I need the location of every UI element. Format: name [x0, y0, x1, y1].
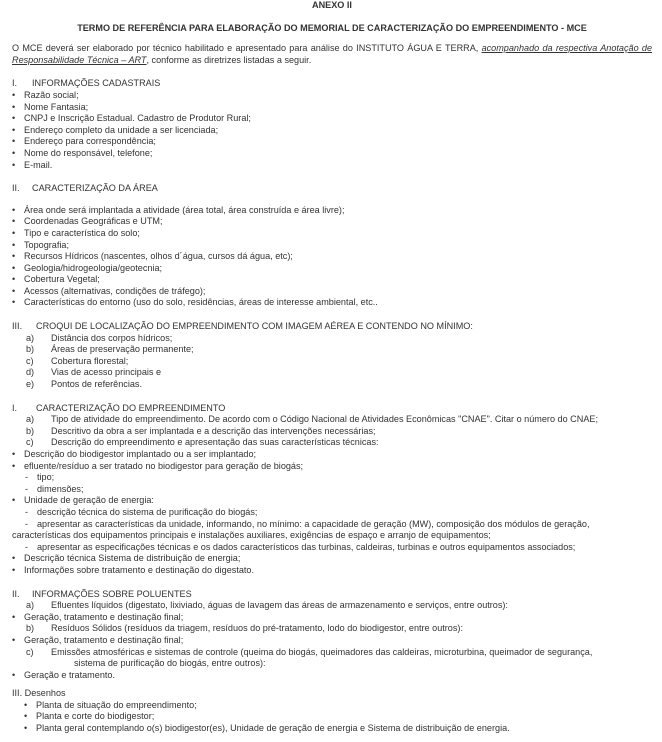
item-text: CNPJ e Inscrição Estadual. Cadastro de Produtor Rural;: [24, 113, 251, 124]
bullet-icon: •: [12, 147, 16, 158]
bullet-icon: •: [12, 449, 16, 459]
bullet-item: [12, 148, 652, 160]
item-text: dimensões;: [37, 483, 84, 494]
section-title: CARACTERIZAÇÃO DO EMPREENDIMENTO: [36, 402, 226, 413]
intro-paragraph: [12, 43, 652, 66]
document-title: TERMO DE REFERÊNCIA PARA ELABORAÇÃO DO MEMORIAL DE CARACTERIZAÇÃO DO EMPREENDIMENTO - MCE: [77, 22, 587, 33]
section-title: INFORMAÇÕES CADASTRAIS: [32, 78, 161, 89]
section-title: INFORMAÇÕES SOBRE POLUENTES: [32, 588, 192, 599]
intro-text: O MCE deverá ser elaborado por técnico habilitado e apresentado para análise do INSTITUTO ÁGUA E TERRA,: [12, 43, 482, 54]
bullet-item: [12, 449, 652, 461]
item-text: Áreas de preservação permanente;: [51, 344, 194, 355]
section-poluentes: [12, 589, 652, 682]
lettered-item: [12, 600, 652, 612]
bullet-icon: •: [12, 495, 16, 506]
item-text: Descrição técnica Sistema de distribuição de energia;: [24, 553, 241, 564]
section-croqui: [12, 321, 652, 391]
lettered-item: [12, 356, 652, 368]
item-text: Geologia/hidrogeologia/geotecnia;: [24, 262, 163, 273]
intro-tail: , conforme as diretrizes listadas a seguir.: [146, 54, 312, 65]
lettered-item: [12, 623, 652, 635]
bullet-icon: •: [12, 204, 16, 215]
bullet-item: [12, 113, 652, 125]
lettered-item-continuation: sistema de purificação do biogás, entre outros):: [74, 658, 266, 669]
bullet-item: [12, 723, 652, 735]
bullet-item: [12, 635, 652, 647]
section-desenhos: [12, 688, 652, 734]
item-text: Cobertura florestal;: [51, 355, 129, 366]
bullet-list: [12, 90, 652, 171]
item-text: apresentar as características da unidade, informando, no mínimo: a capacidade de geração (MW), composição dos módulos de geração,: [37, 518, 590, 529]
section-title: III. Desenhos: [12, 688, 66, 699]
section-heading: [12, 321, 652, 333]
bullet-icon: •: [12, 251, 16, 262]
section-cadastrais: [12, 78, 652, 171]
item-text: Descrição do empreendimento e apresentação das suas características técnicas:: [51, 437, 379, 448]
item-text: descrição técnica do sistema de purificação do biogás;: [37, 506, 258, 517]
item-text: Emissões atmosféricas e sistemas de controle (queima do biogás, queimadores das caldeiras, microturbina, queimador de segurança,: [51, 646, 593, 657]
item-text: Nome do responsável, telefone;: [24, 147, 153, 158]
bullet-icon: •: [12, 159, 16, 170]
bullet-item: [12, 205, 652, 217]
dash-item: [12, 507, 652, 519]
bullet-list: [12, 700, 652, 735]
item-text: Geração e tratamento.: [24, 669, 115, 680]
item-text: Planta de situação do empreendimento;: [36, 699, 197, 710]
item-text: Distância dos corpos hídricos;: [51, 332, 173, 343]
bullet-item: [12, 461, 652, 473]
item-text: Topografia;: [24, 239, 69, 250]
bullet-item: [12, 136, 652, 148]
bullet-item: [12, 251, 652, 263]
section-heading: [12, 78, 652, 90]
item-text: Efluentes líquidos (digestato, lixiviado, águas de lavagem das áreas de armazenamento e serviços, entre outros):: [51, 600, 508, 611]
item-text: Descritivo da obra a ser implantada e a descrição das intervenções necessárias;: [51, 425, 376, 436]
section-title: CROQUI DE LOCALIZAÇÃO DO EMPREENDIMENTO COM IMAGEM AÉREA E CONTENDO NO MÍNIMO:: [36, 321, 473, 332]
item-text: Recursos Hídricos (nascentes, olhos d´água, cursos dá água, etc);: [24, 251, 293, 262]
dash-icon: -: [25, 506, 29, 517]
item-text: E-mail.: [24, 159, 53, 170]
bullet-icon: •: [12, 101, 16, 112]
lettered-item: [12, 367, 652, 379]
bullet-icon: •: [12, 274, 16, 285]
annex-label: ANEXO II: [312, 0, 352, 10]
bullet-item: [12, 711, 652, 723]
section-number: III.: [12, 321, 23, 332]
item-text: Endereço para correspondência;: [24, 136, 156, 147]
item-text: Descrição do biodigestor implantado ou a ser implantado;: [24, 449, 257, 459]
item-letter: d): [26, 367, 35, 378]
section-heading: [12, 403, 652, 415]
bullet-item: [12, 228, 652, 240]
item-text: apresentar as especificações técnicas e os dados característicos das turbinas, caldeiras, turbinas e outros equipamentos associados;: [37, 541, 576, 552]
bullet-icon: •: [12, 262, 16, 273]
item-text: efluente/resíduo a ser tratado no biodigestor para geração de biogás;: [24, 460, 304, 471]
lettered-item: [12, 333, 652, 345]
section-number: I.: [12, 78, 18, 89]
bullet-icon: •: [12, 669, 16, 680]
item-text: Resíduos Sólidos (resíduos da triagem, resíduos do pré-tratamento, lodo do biodigestor, entre outros):: [51, 623, 463, 634]
item-letter: e): [26, 379, 35, 390]
section-heading: [12, 183, 652, 195]
dash-icon: -: [25, 483, 29, 494]
bullet-icon: •: [12, 124, 16, 135]
item-text: Informações sobre tratamento e destinação do digestato.: [24, 564, 255, 575]
bullet-item: [12, 125, 652, 137]
item-text: Geração, tratamento e destinação final;: [24, 611, 184, 622]
bullet-item: [12, 216, 652, 228]
spacer: [12, 195, 652, 205]
item-text: Planta e corte do biodigestor;: [36, 711, 155, 722]
item-letter: c): [26, 355, 34, 366]
dash-item-continuation: características dos equipamentos principais e instalações auxiliares, exigências de espaço e arranjo de equipamentos;: [12, 530, 491, 541]
item-text: Planta geral contemplando o(s) biodigestor(es), Unidade de geração de energia e Sistema de distribuição de energia.: [36, 723, 510, 734]
section-number: II.: [12, 588, 20, 599]
section-number: I.: [12, 402, 18, 413]
item-text: Coordenadas Geográficas e UTM;: [24, 216, 163, 227]
bullet-icon: •: [12, 297, 16, 308]
bullet-icon: •: [12, 227, 16, 238]
item-text: Unidade de geração de energia:: [24, 495, 154, 506]
item-letter: a): [26, 332, 35, 343]
section-empreendimento: [12, 403, 652, 577]
dash-icon: -: [25, 541, 29, 552]
lettered-item: [12, 647, 652, 659]
dash-item: [12, 484, 652, 496]
bullet-icon: •: [12, 136, 16, 147]
bullet-item: [12, 286, 652, 298]
bullet-icon: •: [12, 285, 16, 296]
bullet-item: [12, 240, 652, 252]
section-area: [12, 183, 652, 309]
bullet-icon: •: [12, 216, 16, 227]
section-title: CARACTERIZAÇÃO DA ÁREA: [32, 183, 158, 194]
bullet-icon: •: [24, 699, 28, 710]
item-letter: c): [26, 437, 34, 448]
dash-icon: -: [25, 518, 29, 529]
dash-item: [12, 519, 652, 531]
item-letter: c): [26, 646, 34, 657]
bullet-item: [12, 102, 652, 114]
item-text: Área onde será implantada a atividade (área total, área construída e área livre);: [24, 204, 345, 215]
bullet-icon: •: [12, 611, 16, 622]
item-letter: b): [26, 623, 35, 634]
bullet-icon: •: [24, 723, 28, 734]
intro-art-text: acompanhado da respectiva Anotação de Responsabilidade Técnica – ART: [12, 43, 653, 65]
bullet-item: [12, 297, 652, 309]
item-text: Endereço completo da unidade a ser licenciada;: [24, 124, 219, 135]
lettered-item: [12, 414, 652, 426]
bullet-icon: •: [12, 460, 16, 471]
lettered-item: [12, 379, 652, 391]
bullet-item: [12, 263, 652, 275]
dash-item: [12, 542, 652, 554]
item-letter: a): [26, 600, 35, 611]
bullet-icon: •: [12, 89, 16, 100]
lettered-list: [12, 333, 652, 391]
bullet-icon: •: [12, 113, 16, 124]
section-number: II.: [12, 183, 20, 194]
bullet-icon: •: [12, 553, 16, 564]
item-text: Geração, tratamento e destinação final;: [24, 634, 184, 645]
item-text: Vias de acesso principais e: [51, 367, 162, 378]
bullet-item: [12, 495, 652, 507]
bullet-item: [12, 90, 652, 102]
item-letter: b): [26, 425, 35, 436]
document-page: [12, 0, 652, 735]
dash-icon: -: [25, 472, 29, 483]
item-text: Nome Fantasia;: [24, 101, 89, 112]
item-letter: a): [26, 414, 35, 425]
bullet-icon: •: [12, 239, 16, 250]
lettered-item: [12, 437, 652, 449]
item-text: tipo;: [37, 472, 55, 483]
section-heading: [12, 589, 652, 601]
item-letter: b): [26, 344, 35, 355]
bullet-icon: •: [12, 634, 16, 645]
lettered-item: [12, 426, 652, 438]
bullet-icon: •: [24, 711, 28, 722]
bullet-item: [12, 274, 652, 286]
item-text: Cobertura Vegetal;: [24, 274, 100, 285]
item-text: Pontos de referências.: [51, 379, 142, 390]
bullet-item: [12, 700, 652, 712]
bullet-item: [12, 160, 652, 172]
item-text: Acessos (alternativas, condições de tráfego);: [24, 285, 206, 296]
item-text: Tipo e característica do solo;: [24, 227, 140, 238]
bullet-list: [12, 205, 652, 309]
lettered-item: [12, 344, 652, 356]
bullet-item: [12, 553, 652, 565]
item-text: Razão social;: [24, 89, 79, 100]
bullet-icon: •: [12, 564, 16, 575]
item-text: Características do entorno (uso do solo, residências, áreas de interesse ambiental, etc..: [24, 297, 378, 308]
item-text: Tipo de atividade do empreendimento. De acordo com o Código Nacional de Atividades Econômicas "CNAE". Citar o número do CNAE;: [51, 414, 598, 425]
bullet-item: [12, 565, 652, 577]
dash-item: [12, 472, 652, 484]
bullet-item: [12, 612, 652, 624]
bullet-item: [12, 670, 652, 682]
